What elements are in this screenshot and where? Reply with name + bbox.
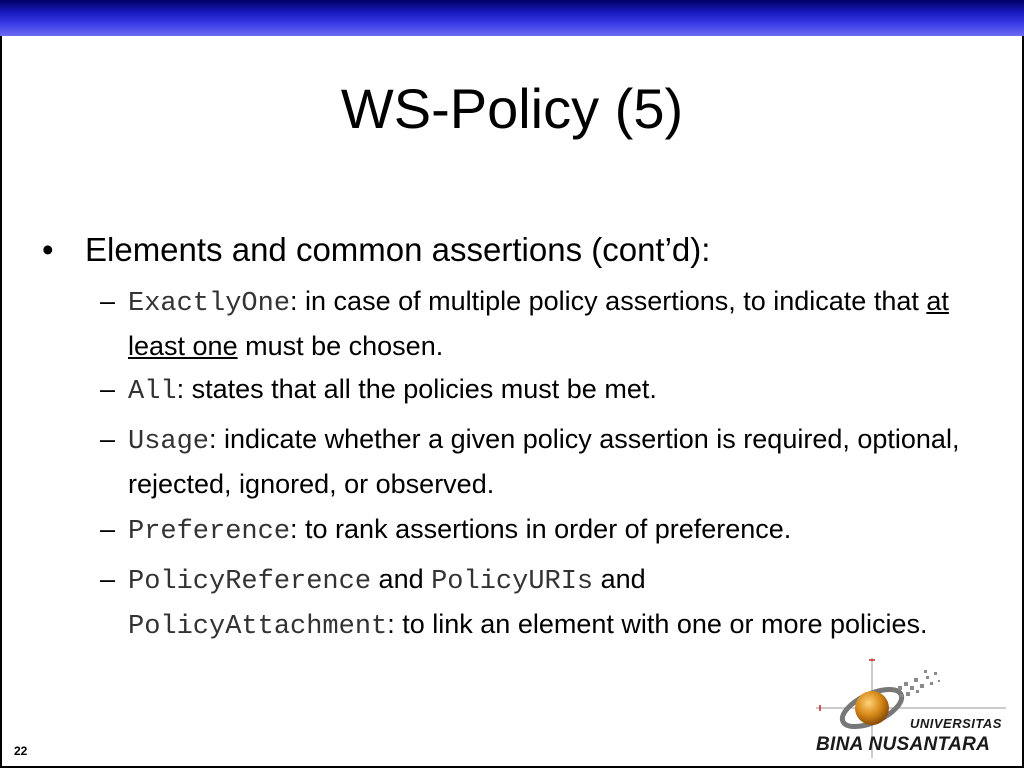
- slide-title: WS-Policy (5): [340, 77, 684, 140]
- code-term: Preference: [128, 517, 291, 547]
- connector-text: and: [593, 564, 646, 594]
- header-bar: [0, 0, 1024, 36]
- code-term: PolicyURIs: [431, 567, 594, 597]
- sub-item-text: : in case of multiple policy assertions, to indicate that: [290, 286, 927, 316]
- sub-item-text: : indicate whether a given policy assertion is required, optional, rejected, ignored, or observed.: [128, 424, 960, 499]
- logo-name-label: BINA NUSANTARA: [816, 734, 991, 755]
- dash-icon: –: [100, 514, 116, 544]
- sub-item-text: : to rank assertions in order of preference.: [290, 514, 792, 544]
- code-term: ExactlyOne: [128, 289, 291, 319]
- bullet-dot-icon: •: [42, 231, 54, 268]
- sub-item-body: [128, 508, 1008, 553]
- dash-icon: –: [100, 424, 116, 454]
- code-term: All: [128, 377, 177, 407]
- sub-item-body: [128, 418, 1008, 505]
- page-number: 22: [14, 744, 28, 758]
- connector-text: and: [371, 564, 432, 594]
- sub-item-body: [128, 558, 1008, 648]
- university-logo: [810, 650, 1010, 762]
- code-term: PolicyReference: [128, 567, 372, 597]
- logo-university-label: UNIVERSITAS: [910, 716, 1002, 731]
- code-term: Usage: [128, 427, 210, 457]
- sub-item-text: : to link an element with one or more policies.: [387, 609, 928, 639]
- sub-item-body: [128, 280, 1008, 367]
- dash-icon: –: [100, 564, 116, 594]
- sub-item-body: [128, 368, 1008, 413]
- code-term: PolicyAttachment: [128, 612, 388, 642]
- dash-icon: –: [100, 374, 116, 404]
- frame-left-border: [0, 36, 2, 768]
- main-bullet-text: Elements and common assertions (cont’d):: [85, 231, 711, 268]
- underlined-text: at least one: [128, 286, 949, 361]
- dash-icon: –: [100, 286, 116, 316]
- sub-item-text-end: must be chosen.: [237, 331, 444, 361]
- sub-item-text: : states that all the policies must be met.: [176, 374, 657, 404]
